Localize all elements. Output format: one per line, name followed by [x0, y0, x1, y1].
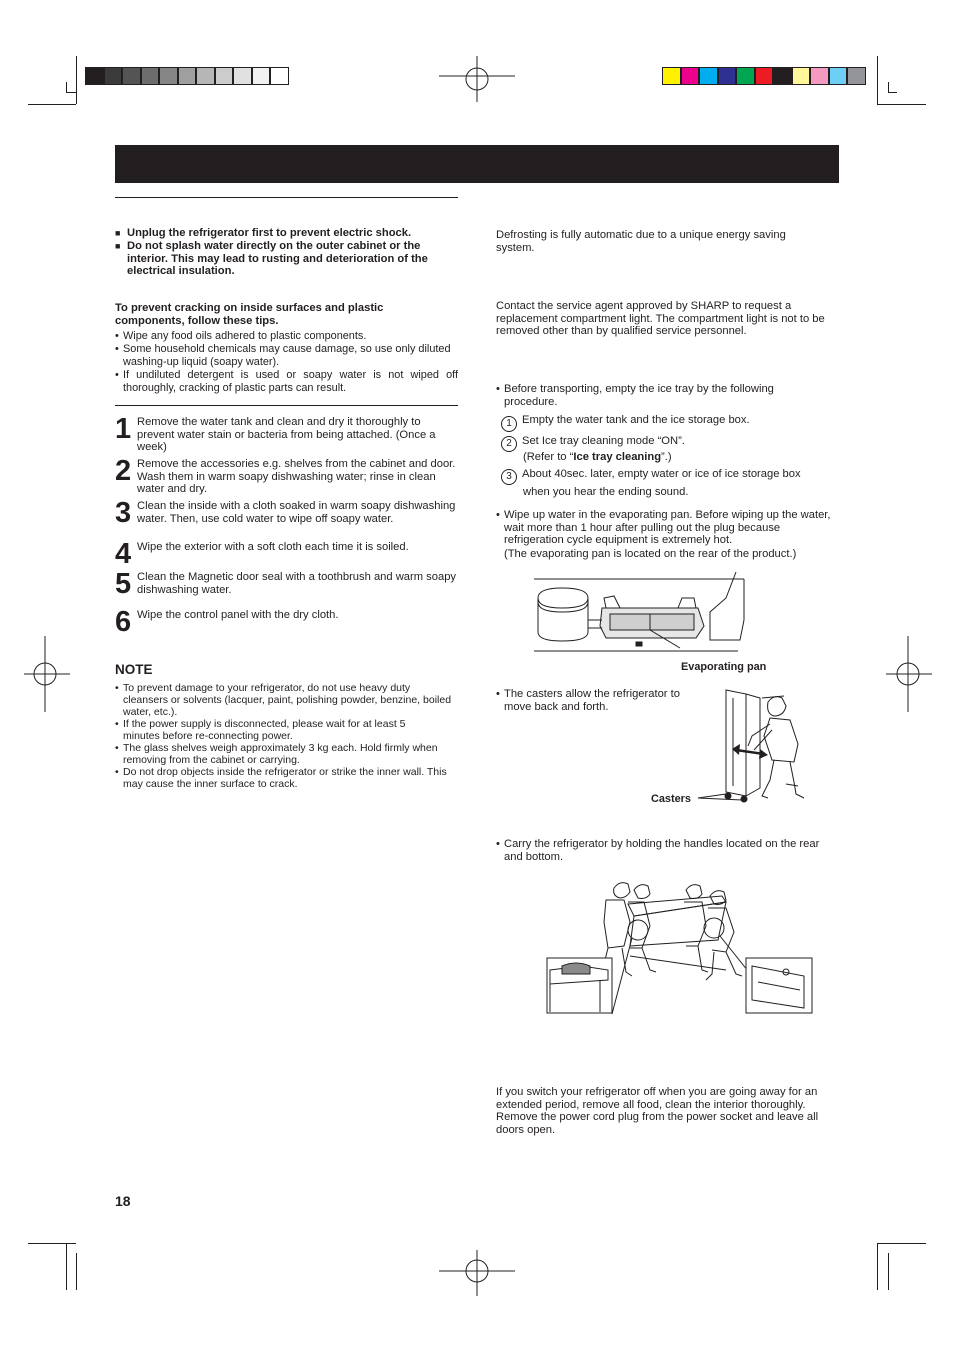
evaporating-pan-label: Evaporating pan: [681, 661, 767, 673]
note-item: • Do not drop objects inside the refrigerator or strike the inner wall. This may cause the inner surface to crack.: [115, 766, 447, 791]
color-swatch: [252, 67, 271, 85]
tip-item: • Some household chemicals may cause damage, so use only diluted washing-up liquid (soapy water).: [115, 343, 451, 368]
light-text: Contact the service agent approved by SHARP to request a replacement compartment light. The compartment light is not to be removed other than by qualified service personnel.: [496, 300, 825, 338]
registration-mark: [886, 636, 932, 712]
tip-item: • Wipe any food oils adhered to plastic components.: [115, 330, 367, 342]
note-item: • If the power supply is disconnected, please wait for at least 5 minutes before re-connecting power.: [115, 718, 406, 743]
transport-intro: • Before transporting, empty the ice tray by the following procedure.: [496, 383, 774, 408]
tip-item: • If undiluted detergent is used or soapy water is not wiped off thoroughly, cracking of plastic parts can result.: [115, 369, 458, 394]
wipe-note: (The evaporating pan is located on the rear of the product.): [504, 548, 797, 560]
color-swatch: [699, 67, 718, 85]
ice-step-number: 1: [501, 416, 517, 432]
crack-tips-heading: To prevent cracking on inside surfaces and plastic components, follow these tips.: [115, 302, 384, 327]
step-number: 1: [115, 413, 132, 445]
color-swatch: [159, 67, 178, 85]
step-number: 4: [115, 538, 132, 570]
color-swatch: [662, 67, 681, 85]
step-text: Wipe the exterior with a soft cloth each time it is soiled.: [137, 541, 409, 553]
registration-mark: [437, 56, 517, 102]
casters-illustration: [698, 688, 814, 806]
registration-mark: [24, 636, 70, 712]
step-number: 3: [115, 497, 132, 529]
color-swatch: [178, 67, 197, 85]
note-item: • The glass shelves weigh approximately 3 kg each. Hold firmly when removing from the cabinet or carrying.: [115, 742, 438, 767]
caution-item: ■ Do not splash water directly on the outer cabinet or the interior. This may lead to rusting and deterioration of the electrical insulation.: [115, 240, 428, 278]
step-text: Wipe the control panel with the dry cloth.: [137, 609, 339, 621]
color-swatch: [681, 67, 700, 85]
color-swatch: [233, 67, 252, 85]
ice-step-text: About 40sec. later, empty water or ice of ice storage box: [522, 468, 801, 480]
caution-item: ■ Unplug the refrigerator first to prevent electric shock.: [115, 227, 412, 239]
color-swatch: [810, 67, 829, 85]
color-swatch: [122, 67, 141, 85]
color-swatch: [85, 67, 104, 85]
section-header-bar: [115, 145, 839, 183]
color-swatch: [829, 67, 848, 85]
color-swatch: [718, 67, 737, 85]
evaporating-pan-illustration: [530, 568, 750, 654]
page-number: 18: [115, 1193, 131, 1209]
color-swatch: [196, 67, 215, 85]
carry-item: • Carry the refrigerator by holding the handles located on the rear and bottom.: [496, 838, 820, 863]
color-swatch: [104, 67, 123, 85]
step-text: Clean the inside with a cloth soaked in warm soapy dishwashing water. Then, use cold water to wipe off soapy water.: [137, 500, 456, 525]
away-text: If you switch your refrigerator off when you are going away for an extended period, remove all food, clean the interior thoroughly. Remove the power cord plug from the power socket and leave all doors open.: [496, 1086, 819, 1136]
step-number: 6: [115, 606, 132, 638]
defrost-text: Defrosting is fully automatic due to a unique energy saving system.: [496, 229, 786, 254]
color-swatch: [792, 67, 811, 85]
step-text: Remove the accessories e.g. shelves from the cabinet and door. Wash them in warm soapy dishwashing water; rinse in clean water and dry.: [137, 458, 456, 496]
wipe-item: • Wipe up water in the evaporating pan. Before wiping up the water, wait more than 1 hour after pulling out the plug because refrigeration cycle equipment is extremely hot.: [496, 509, 831, 547]
ice-step-number: 3: [501, 469, 517, 485]
note-item: • To prevent damage to your refrigerator, do not use heavy duty cleansers or solvents (lacquer, paint, polishing powder, benzine, boiled water, etc.).: [115, 682, 452, 719]
casters-item: • The casters allow the refrigerator to move back and forth.: [496, 688, 680, 713]
ice-step-refer: (Refer to “Ice tray cleaning”.): [523, 451, 672, 463]
ice-step-text: Empty the water tank and the ice storage box.: [522, 414, 750, 426]
ice-step-number: 2: [501, 436, 517, 452]
divider: [115, 405, 458, 406]
note-heading: NOTE: [115, 662, 153, 677]
registration-mark: [437, 1250, 517, 1296]
divider: [115, 197, 458, 198]
ice-tray-cleaning-ref: Ice tray cleaning: [573, 451, 662, 463]
step-text: Clean the Magnetic door seal with a toothbrush and warm soapy dishwashing water.: [137, 571, 457, 596]
color-swatch: [141, 67, 160, 85]
step-number: 2: [115, 455, 132, 487]
ice-step-text: Set Ice tray cleaning mode “ON”.: [522, 435, 685, 447]
color-swatch: [215, 67, 234, 85]
step-text: Remove the water tank and clean and dry it thoroughly to prevent water stain or bacteria from being attached. (Once a week): [137, 416, 436, 454]
carry-illustration: [546, 876, 814, 1016]
casters-label: Casters: [651, 793, 691, 805]
ice-step-text: when you hear the ending sound.: [523, 486, 689, 498]
color-swatch: [847, 67, 866, 85]
color-swatch: [270, 67, 289, 85]
color-swatch: [755, 67, 774, 85]
color-swatch: [736, 67, 755, 85]
color-swatch: [773, 67, 792, 85]
step-number: 5: [115, 568, 132, 600]
